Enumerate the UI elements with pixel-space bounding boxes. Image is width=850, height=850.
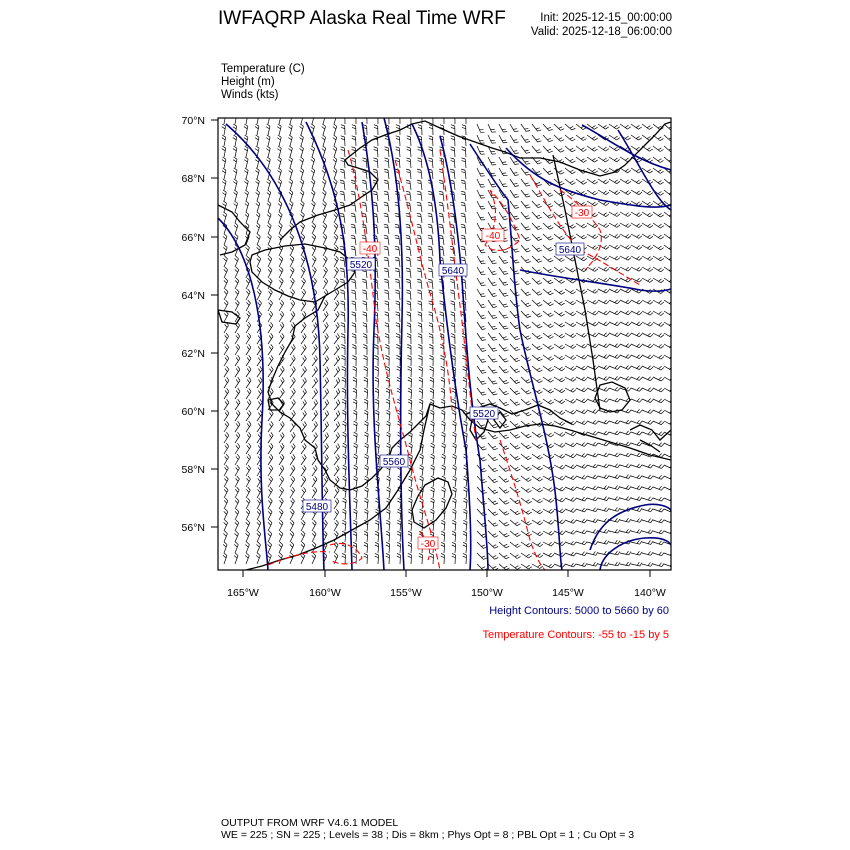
temperature-contour-labels xyxy=(360,206,592,550)
height-label: 5640 xyxy=(558,245,582,256)
lat-label-64: 64°N xyxy=(181,290,205,302)
lat-label-56: 56°N xyxy=(181,522,205,534)
temp-label: -30 xyxy=(420,539,436,550)
field-label-height: Height (m) xyxy=(221,76,275,88)
height-contour-legend: Height Contours: 5000 to 5660 by 60 xyxy=(489,605,669,617)
model-info-line2: WE = 225 ; SN = 225 ; Levels = 38 ; Dis = 8km ; Phys Opt = 8 ; PBL Opt = 1 ; Cu Opt = 3 xyxy=(221,829,635,841)
island-kodiak xyxy=(412,478,452,528)
valid-time: Valid: 2025-12-18_06:00:00 xyxy=(530,26,672,38)
lon-axis xyxy=(243,570,650,577)
height-label: 5640 xyxy=(441,266,465,277)
height-label: 5560 xyxy=(382,457,406,468)
height-label: 5520 xyxy=(472,409,496,420)
height-label: 5480 xyxy=(305,502,329,513)
field-label-temperature: Temperature (C) xyxy=(221,63,305,75)
lat-label-58: 58°N xyxy=(181,464,205,476)
temp-label: -40 xyxy=(362,244,378,255)
lat-labels xyxy=(182,115,205,534)
lon-label-140: 140°W xyxy=(634,587,666,599)
temperature-contour-legend: Temperature Contours: -55 to -15 by 5 xyxy=(482,629,669,641)
init-time: Init: 2025-12-15_00:00:00 xyxy=(540,12,672,24)
lat-axis xyxy=(211,120,218,527)
lat-label-70: 70°N xyxy=(181,115,205,127)
lon-label-150: 150°W xyxy=(471,587,503,599)
plot-title: IWFAQRP Alaska Real Time WRF xyxy=(218,8,506,29)
lon-label-155: 155°W xyxy=(390,587,422,599)
temp-label: -40 xyxy=(485,231,501,242)
lat-label-68: 68°N xyxy=(181,173,205,185)
model-info-line1: OUTPUT FROM WRF V4.6.1 MODEL xyxy=(221,817,399,829)
lon-label-160: 160°W xyxy=(309,587,341,599)
coastline-seward-peninsula xyxy=(218,205,355,302)
lon-label-145: 145°W xyxy=(552,587,584,599)
island-st-lawrence xyxy=(218,310,240,324)
coastline-panhandle xyxy=(630,425,671,452)
height-label: 5520 xyxy=(349,260,373,271)
lon-labels xyxy=(227,587,666,599)
field-label-winds: Winds (kts) xyxy=(221,89,279,101)
lat-label-66: 66°N xyxy=(181,232,205,244)
lat-label-60: 60°N xyxy=(181,406,205,418)
lon-label-165: 165°W xyxy=(227,587,259,599)
lat-label-62: 62°N xyxy=(181,348,205,360)
temp-label: -30 xyxy=(574,208,590,219)
